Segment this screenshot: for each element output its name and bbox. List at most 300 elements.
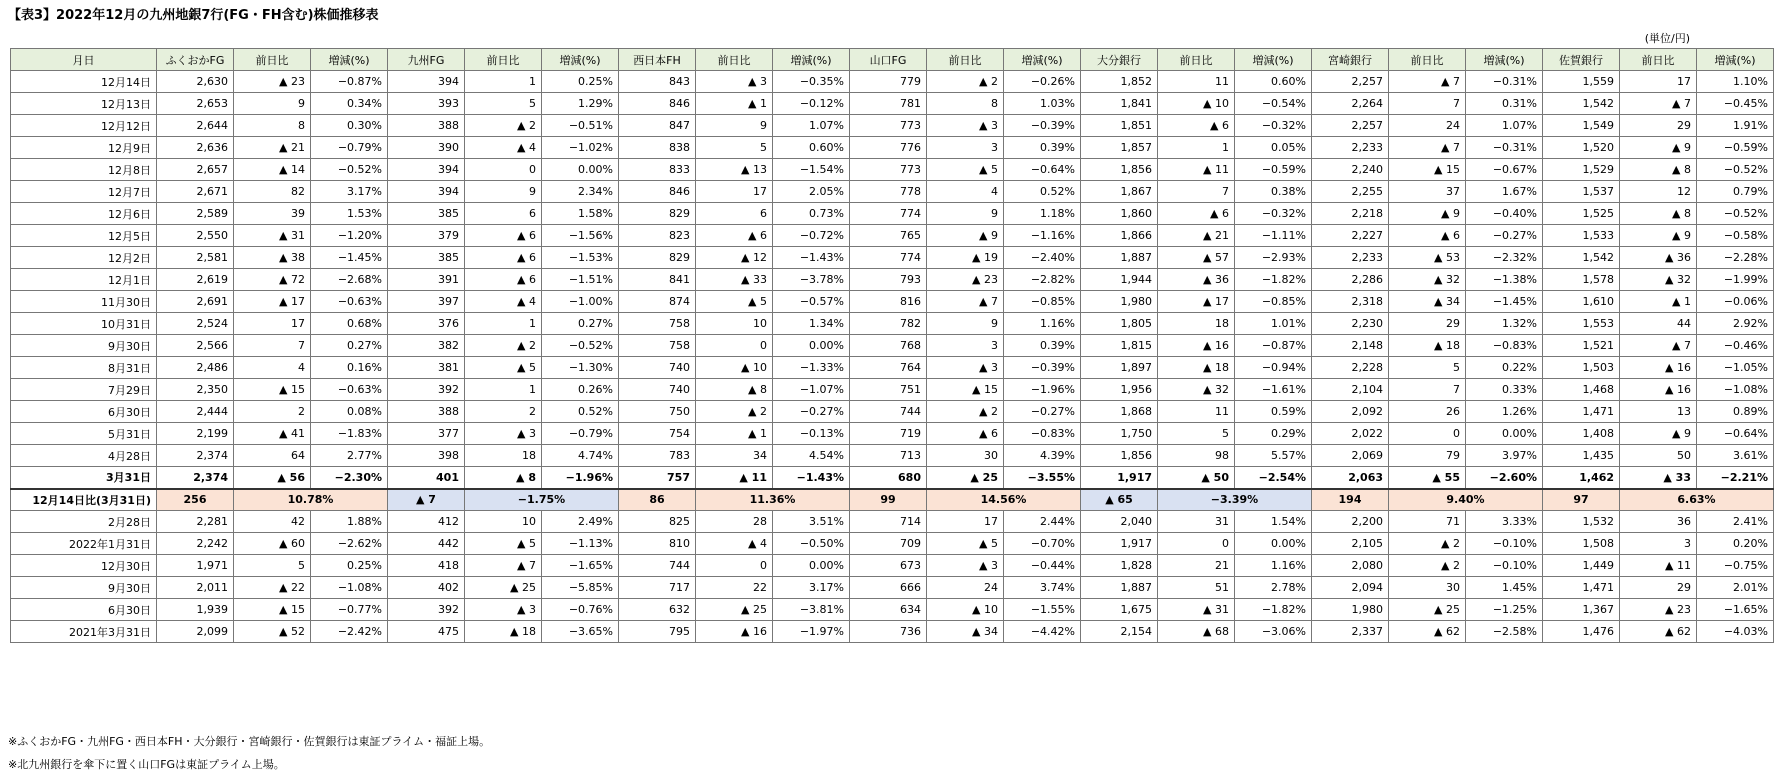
value-cell: 1.07% (773, 115, 850, 137)
value-cell: 2.41% (1697, 511, 1774, 533)
value-cell: −0.10% (1466, 555, 1543, 577)
value-cell: 394 (388, 159, 465, 181)
date-cell: 6月30日 (11, 599, 157, 621)
value-cell: ▲ 52 (234, 621, 311, 643)
table-row (11, 203, 1774, 225)
value-cell: 9 (927, 313, 1004, 335)
value-cell: 2,233 (1312, 247, 1389, 269)
value-cell: ▲ 16 (1620, 357, 1697, 379)
value-cell: ▲ 32 (1389, 269, 1466, 291)
value-cell: 3.97% (1466, 445, 1543, 467)
value-cell: 9 (696, 115, 773, 137)
value-cell: −0.39% (1004, 115, 1081, 137)
value-cell: 1,887 (1081, 247, 1158, 269)
value-cell: ▲ 23 (1620, 599, 1697, 621)
value-cell: 0.30% (311, 115, 388, 137)
value-cell: ▲ 25 (696, 599, 773, 621)
summary-diff: 86 (619, 489, 696, 511)
value-cell: 2,230 (1312, 313, 1389, 335)
date-cell: 8月31日 (11, 357, 157, 379)
value-cell: 773 (850, 159, 927, 181)
summary-diff: ▲ 7 (388, 489, 465, 511)
value-cell: −0.79% (311, 137, 388, 159)
value-cell: 846 (619, 93, 696, 115)
value-cell: ▲ 2 (465, 115, 542, 137)
value-cell: 719 (850, 423, 927, 445)
value-cell: 823 (619, 225, 696, 247)
value-cell: ▲ 25 (1389, 599, 1466, 621)
summary-pct: 10.78% (234, 489, 388, 511)
date-cell: 12月1日 (11, 269, 157, 291)
value-cell: ▲ 7 (1620, 93, 1697, 115)
value-cell: −0.32% (1235, 203, 1312, 225)
value-cell: 841 (619, 269, 696, 291)
value-cell: 5 (1158, 423, 1235, 445)
value-cell: 18 (1158, 313, 1235, 335)
value-cell: −2.60% (1466, 467, 1543, 489)
value-cell: ▲ 3 (465, 599, 542, 621)
value-cell: ▲ 3 (696, 71, 773, 93)
column-header: 前日比 (927, 49, 1004, 71)
value-cell: 1,559 (1543, 71, 1620, 93)
value-cell: −1.82% (1235, 269, 1312, 291)
value-cell: 31 (1158, 511, 1235, 533)
value-cell: 2,104 (1312, 379, 1389, 401)
value-cell: 1,860 (1081, 203, 1158, 225)
value-cell: ▲ 8 (1620, 159, 1697, 181)
value-cell: 29 (1620, 115, 1697, 137)
value-cell: 0.05% (1235, 137, 1312, 159)
value-cell: 2 (234, 401, 311, 423)
value-cell: ▲ 15 (234, 379, 311, 401)
value-cell: 2,374 (157, 467, 234, 489)
value-cell: 740 (619, 379, 696, 401)
value-cell: 1,449 (1543, 555, 1620, 577)
value-cell: 3.51% (773, 511, 850, 533)
value-cell: 2,094 (1312, 577, 1389, 599)
value-cell: 773 (850, 115, 927, 137)
value-cell: 11 (1158, 71, 1235, 93)
value-cell: 2,233 (1312, 137, 1389, 159)
value-cell: −0.67% (1466, 159, 1543, 181)
value-cell: −1.56% (542, 225, 619, 247)
value-cell: −0.83% (1466, 335, 1543, 357)
value-cell: 5 (465, 93, 542, 115)
value-cell: 3.61% (1697, 445, 1774, 467)
value-cell: −2.30% (311, 467, 388, 489)
value-cell: −2.58% (1466, 621, 1543, 643)
value-cell: −2.68% (311, 269, 388, 291)
summary-diff: 194 (1312, 489, 1389, 511)
value-cell: 0.52% (1004, 181, 1081, 203)
stock-price-table-container (10, 48, 1774, 643)
value-cell: 7 (234, 335, 311, 357)
column-header: 山口FG (850, 49, 927, 71)
value-cell: 1,841 (1081, 93, 1158, 115)
value-cell: −1.43% (773, 247, 850, 269)
column-header: 宮崎銀行 (1312, 49, 1389, 71)
value-cell: 1 (1158, 137, 1235, 159)
value-cell: 2,227 (1312, 225, 1389, 247)
value-cell: 2,644 (157, 115, 234, 137)
column-header: 増減(%) (311, 49, 388, 71)
column-header: 増減(%) (1466, 49, 1543, 71)
value-cell: 397 (388, 291, 465, 313)
value-cell: 398 (388, 445, 465, 467)
value-cell: 28 (696, 511, 773, 533)
value-cell: 376 (388, 313, 465, 335)
value-cell: 1,971 (157, 555, 234, 577)
value-cell: ▲ 21 (234, 137, 311, 159)
value-cell: −0.31% (1466, 137, 1543, 159)
value-cell: 0.16% (311, 357, 388, 379)
value-cell: −0.06% (1697, 291, 1774, 313)
value-cell: 0 (465, 159, 542, 181)
value-cell: −1.96% (542, 467, 619, 489)
value-cell: 751 (850, 379, 927, 401)
value-cell: 1,471 (1543, 577, 1620, 599)
value-cell: 2,092 (1312, 401, 1389, 423)
value-cell: 36 (1620, 511, 1697, 533)
value-cell: 714 (850, 511, 927, 533)
value-cell: 0.34% (311, 93, 388, 115)
value-cell: 2,318 (1312, 291, 1389, 313)
value-cell: ▲ 2 (1389, 533, 1466, 555)
value-cell: 1,471 (1543, 401, 1620, 423)
value-cell: 776 (850, 137, 927, 159)
value-cell: ▲ 31 (234, 225, 311, 247)
value-cell: 846 (619, 181, 696, 203)
value-cell: 750 (619, 401, 696, 423)
value-cell: −1.54% (773, 159, 850, 181)
value-cell: −1.53% (542, 247, 619, 269)
value-cell: 418 (388, 555, 465, 577)
value-cell: 0.25% (542, 71, 619, 93)
value-cell: ▲ 34 (927, 621, 1004, 643)
value-cell: ▲ 9 (1620, 225, 1697, 247)
value-cell: ▲ 3 (927, 357, 1004, 379)
table-row (11, 93, 1774, 115)
value-cell: 666 (850, 577, 927, 599)
value-cell: −2.62% (311, 533, 388, 555)
value-cell: −1.05% (1697, 357, 1774, 379)
value-cell: −3.55% (1004, 467, 1081, 489)
value-cell: −0.12% (773, 93, 850, 115)
value-cell: 757 (619, 467, 696, 489)
value-cell: 779 (850, 71, 927, 93)
value-cell: 1,897 (1081, 357, 1158, 379)
summary-pct: −1.75% (465, 489, 619, 511)
value-cell: 0.25% (311, 555, 388, 577)
value-cell: 783 (619, 445, 696, 467)
value-cell: 37 (1389, 181, 1466, 203)
value-cell: 0.08% (311, 401, 388, 423)
column-header: 前日比 (1620, 49, 1697, 71)
value-cell: 0 (1389, 423, 1466, 445)
value-cell: 2,199 (157, 423, 234, 445)
value-cell: −1.61% (1235, 379, 1312, 401)
table-row (11, 181, 1774, 203)
value-cell: 1,435 (1543, 445, 1620, 467)
column-header: 前日比 (1158, 49, 1235, 71)
value-cell: ▲ 31 (1158, 599, 1235, 621)
value-cell: ▲ 7 (1620, 335, 1697, 357)
value-cell: ▲ 53 (1389, 247, 1466, 269)
date-cell: 12月6日 (11, 203, 157, 225)
table-row (11, 71, 1774, 93)
value-cell: ▲ 8 (696, 379, 773, 401)
value-cell: −2.42% (311, 621, 388, 643)
value-cell: 382 (388, 335, 465, 357)
value-cell: −1.08% (1697, 379, 1774, 401)
value-cell: 2.92% (1697, 313, 1774, 335)
value-cell: −1.07% (773, 379, 850, 401)
table-row (11, 115, 1774, 137)
value-cell: −0.46% (1697, 335, 1774, 357)
value-cell: −0.87% (311, 71, 388, 93)
value-cell: −0.51% (542, 115, 619, 137)
value-cell: ▲ 4 (696, 533, 773, 555)
stock-price-table (10, 48, 1774, 643)
value-cell: 2,566 (157, 335, 234, 357)
value-cell: 0.89% (1697, 401, 1774, 423)
value-cell: 740 (619, 357, 696, 379)
value-cell: 4 (927, 181, 1004, 203)
value-cell: ▲ 25 (927, 467, 1004, 489)
value-cell: 2,148 (1312, 335, 1389, 357)
value-cell: −0.26% (1004, 71, 1081, 93)
value-cell: ▲ 7 (465, 555, 542, 577)
value-cell: 673 (850, 555, 927, 577)
value-cell: ▲ 14 (234, 159, 311, 181)
column-header: 西日本FH (619, 49, 696, 71)
value-cell: 1,521 (1543, 335, 1620, 357)
table-body (11, 71, 1774, 643)
value-cell: 632 (619, 599, 696, 621)
value-cell: ▲ 60 (234, 533, 311, 555)
value-cell: 1,856 (1081, 159, 1158, 181)
value-cell: 2,105 (1312, 533, 1389, 555)
value-cell: −1.96% (1004, 379, 1081, 401)
value-cell: 2,581 (157, 247, 234, 269)
value-cell: ▲ 36 (1620, 247, 1697, 269)
value-cell: −0.52% (311, 159, 388, 181)
value-cell: 50 (1620, 445, 1697, 467)
value-cell: 1,815 (1081, 335, 1158, 357)
value-cell: 1,805 (1081, 313, 1158, 335)
date-cell: 12月9日 (11, 137, 157, 159)
value-cell: ▲ 32 (1620, 269, 1697, 291)
value-cell: ▲ 25 (465, 577, 542, 599)
header-row (11, 49, 1774, 71)
date-cell: 12月2日 (11, 247, 157, 269)
value-cell: −0.57% (773, 291, 850, 313)
value-cell: 0.38% (1235, 181, 1312, 203)
column-header: 増減(%) (1235, 49, 1312, 71)
value-cell: 2.34% (542, 181, 619, 203)
value-cell: 4.74% (542, 445, 619, 467)
value-cell: ▲ 33 (696, 269, 773, 291)
value-cell: 82 (234, 181, 311, 203)
value-cell: 3.17% (773, 577, 850, 599)
value-cell: 768 (850, 335, 927, 357)
value-cell: −0.63% (311, 379, 388, 401)
value-cell: 39 (234, 203, 311, 225)
value-cell: 1,857 (1081, 137, 1158, 159)
value-cell: 2,636 (157, 137, 234, 159)
value-cell: −2.21% (1697, 467, 1774, 489)
value-cell: −2.54% (1235, 467, 1312, 489)
value-cell: 1,468 (1543, 379, 1620, 401)
column-header: 増減(%) (773, 49, 850, 71)
value-cell: 0.60% (1235, 71, 1312, 93)
value-cell: −0.13% (773, 423, 850, 445)
value-cell: 847 (619, 115, 696, 137)
value-cell: 1,549 (1543, 115, 1620, 137)
date-cell: 7月29日 (11, 379, 157, 401)
value-cell: 2,444 (157, 401, 234, 423)
value-cell: 2,657 (157, 159, 234, 181)
value-cell: 1,476 (1543, 621, 1620, 643)
value-cell: ▲ 12 (696, 247, 773, 269)
value-cell: 2,257 (1312, 115, 1389, 137)
value-cell: ▲ 56 (234, 467, 311, 489)
value-cell: 13 (1620, 401, 1697, 423)
value-cell: 1,610 (1543, 291, 1620, 313)
value-cell: ▲ 3 (465, 423, 542, 445)
value-cell: −1.43% (773, 467, 850, 489)
value-cell: 5 (696, 137, 773, 159)
page-title: 【表3】2022年12月の九州地銀7行(FG・FH含む)株価推移表 (8, 8, 379, 23)
value-cell: 402 (388, 577, 465, 599)
value-cell: 1,917 (1081, 533, 1158, 555)
value-cell: 9 (465, 181, 542, 203)
value-cell: 744 (619, 555, 696, 577)
value-cell: 475 (388, 621, 465, 643)
table-row (11, 555, 1774, 577)
date-cell: 12月7日 (11, 181, 157, 203)
value-cell: ▲ 9 (927, 225, 1004, 247)
value-cell: −0.58% (1697, 225, 1774, 247)
value-cell: 385 (388, 203, 465, 225)
value-cell: 377 (388, 423, 465, 445)
value-cell: 2,653 (157, 93, 234, 115)
value-cell: ▲ 50 (1158, 467, 1235, 489)
table-row (11, 511, 1774, 533)
value-cell: ▲ 23 (927, 269, 1004, 291)
value-cell: 0.60% (773, 137, 850, 159)
value-cell: 1,532 (1543, 511, 1620, 533)
value-cell: ▲ 8 (1620, 203, 1697, 225)
table-row (11, 467, 1774, 489)
value-cell: ▲ 9 (1620, 423, 1697, 445)
column-header: 前日比 (1389, 49, 1466, 71)
value-cell: 754 (619, 423, 696, 445)
summary-diff: 97 (1543, 489, 1620, 511)
summary-label: 12月14日比(3月31日) (11, 489, 157, 511)
date-cell: 9月30日 (11, 335, 157, 357)
value-cell: 64 (234, 445, 311, 467)
value-cell: −0.94% (1235, 357, 1312, 379)
value-cell: 3 (927, 137, 1004, 159)
value-cell: 2,286 (1312, 269, 1389, 291)
value-cell: −0.45% (1697, 93, 1774, 115)
value-cell: ▲ 5 (465, 357, 542, 379)
value-cell: 1.18% (1004, 203, 1081, 225)
value-cell: 825 (619, 511, 696, 533)
value-cell: 829 (619, 203, 696, 225)
summary-pct: 14.56% (927, 489, 1081, 511)
value-cell: ▲ 11 (1620, 555, 1697, 577)
value-cell: 1.53% (311, 203, 388, 225)
value-cell: 29 (1620, 577, 1697, 599)
value-cell: 0 (696, 555, 773, 577)
value-cell: −0.50% (773, 533, 850, 555)
value-cell: −0.39% (1004, 357, 1081, 379)
value-cell: 2.44% (1004, 511, 1081, 533)
value-cell: 713 (850, 445, 927, 467)
value-cell: 782 (850, 313, 927, 335)
value-cell: 1,553 (1543, 313, 1620, 335)
value-cell: 412 (388, 511, 465, 533)
value-cell: 843 (619, 71, 696, 93)
value-cell: ▲ 5 (927, 159, 1004, 181)
value-cell: ▲ 16 (1158, 335, 1235, 357)
value-cell: 765 (850, 225, 927, 247)
value-cell: ▲ 2 (927, 401, 1004, 423)
value-cell: ▲ 62 (1620, 621, 1697, 643)
table-row (11, 621, 1774, 643)
value-cell: −1.00% (542, 291, 619, 313)
value-cell: 2,281 (157, 511, 234, 533)
value-cell: −0.10% (1466, 533, 1543, 555)
value-cell: 1,508 (1543, 533, 1620, 555)
value-cell: 2,080 (1312, 555, 1389, 577)
value-cell: 1,851 (1081, 115, 1158, 137)
value-cell: ▲ 6 (696, 225, 773, 247)
value-cell: −0.77% (311, 599, 388, 621)
value-cell: ▲ 22 (234, 577, 311, 599)
value-cell: 11 (1158, 401, 1235, 423)
value-cell: 2,218 (1312, 203, 1389, 225)
value-cell: 2,069 (1312, 445, 1389, 467)
value-cell: −1.11% (1235, 225, 1312, 247)
value-cell: 17 (1620, 71, 1697, 93)
value-cell: 4.54% (773, 445, 850, 467)
value-cell: 0.52% (542, 401, 619, 423)
column-header: ふくおかFG (157, 49, 234, 71)
value-cell: ▲ 21 (1158, 225, 1235, 247)
value-cell: −0.52% (1697, 203, 1774, 225)
value-cell: 1,537 (1543, 181, 1620, 203)
value-cell: ▲ 18 (1158, 357, 1235, 379)
value-cell: ▲ 10 (1158, 93, 1235, 115)
value-cell: 1,525 (1543, 203, 1620, 225)
value-cell: −2.32% (1466, 247, 1543, 269)
value-cell: −0.27% (1004, 401, 1081, 423)
value-cell: 1,867 (1081, 181, 1158, 203)
table-row (11, 577, 1774, 599)
value-cell: 2,264 (1312, 93, 1389, 115)
value-cell: −0.31% (1466, 71, 1543, 93)
value-cell: 0.31% (1466, 93, 1543, 115)
value-cell: −0.75% (1697, 555, 1774, 577)
value-cell: −4.42% (1004, 621, 1081, 643)
value-cell: ▲ 8 (465, 467, 542, 489)
column-header: 前日比 (696, 49, 773, 71)
value-cell: 2,374 (157, 445, 234, 467)
value-cell: 2.78% (1235, 577, 1312, 599)
